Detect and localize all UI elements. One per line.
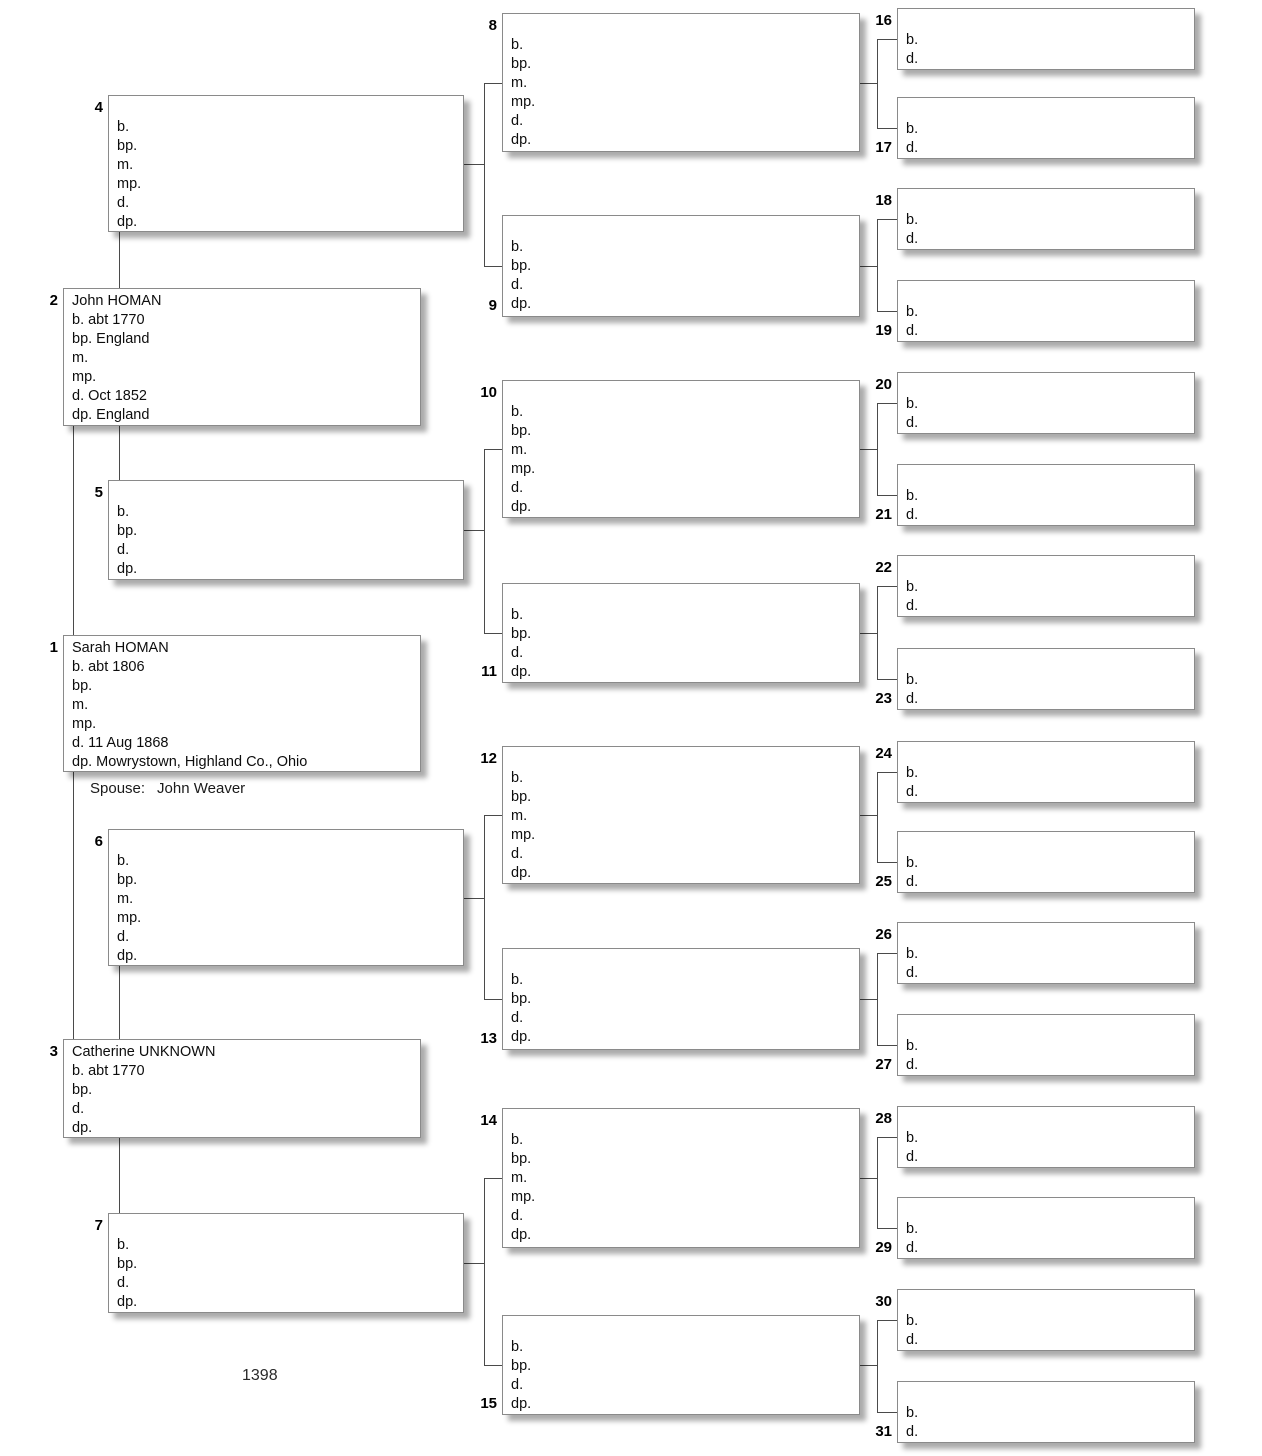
connector-line	[484, 449, 485, 633]
page-number: 1398	[242, 1367, 278, 1384]
field-line: d.	[906, 507, 919, 523]
field-line: bp.	[117, 523, 138, 539]
field-line: dp.	[511, 132, 532, 148]
person-name-15	[511, 1319, 851, 1338]
field-line: m.	[72, 350, 89, 366]
field-line: b.	[511, 1339, 524, 1355]
field-line: b.	[906, 765, 919, 781]
field-line: mp.	[511, 827, 536, 843]
person-box-22	[897, 555, 1195, 617]
field-line: bp.	[511, 626, 532, 642]
field-line: b.	[906, 1038, 919, 1054]
field-line: d. 11 Aug 1868	[72, 735, 169, 751]
connector-line	[484, 633, 502, 634]
field-line: d.	[906, 1057, 919, 1073]
field-line: d.	[906, 874, 919, 890]
field-line: d.	[511, 1377, 524, 1393]
person-name-6	[117, 833, 455, 852]
person-box-21	[897, 464, 1195, 526]
person-box-10	[502, 380, 860, 518]
field-line: d.	[511, 277, 524, 293]
field-line: d.	[511, 113, 524, 129]
field-line: b.	[906, 121, 919, 137]
field-line: d.	[906, 415, 919, 431]
connector-line	[860, 999, 877, 1000]
field-line: d.	[906, 323, 919, 339]
field-line: m.	[511, 1170, 528, 1186]
connector-line	[119, 232, 120, 288]
person-box-12	[502, 746, 860, 884]
person-name-24	[906, 745, 1186, 764]
field-line: b. abt 1770	[72, 1063, 145, 1079]
connector-line	[877, 1320, 878, 1412]
connector-line	[860, 1365, 877, 1366]
field-line: d.	[117, 929, 130, 945]
connector-line	[877, 39, 897, 40]
field-line: b.	[906, 672, 919, 688]
field-line: d.	[511, 645, 524, 661]
field-line: b.	[117, 119, 130, 135]
person-name-10	[511, 384, 851, 403]
connector-line	[877, 586, 878, 679]
person-name-12	[511, 750, 851, 769]
field-line: d.	[906, 691, 919, 707]
field-line: bp.	[117, 872, 138, 888]
field-line: m.	[117, 891, 134, 907]
person-name-25	[906, 835, 1186, 854]
field-line: bp.	[117, 138, 138, 154]
person-name-18	[906, 192, 1186, 211]
field-line: mp.	[72, 369, 97, 385]
person-box-20	[897, 372, 1195, 434]
field-line: d.	[906, 784, 919, 800]
person-name-5	[117, 484, 455, 503]
box-number-16: 16	[875, 12, 892, 29]
connector-line	[484, 1178, 485, 1365]
box-number-30: 30	[875, 1293, 892, 1310]
connector-line	[860, 449, 877, 450]
field-line: dp.	[511, 664, 532, 680]
field-line: m.	[511, 442, 528, 458]
field-line: bp.	[511, 1151, 532, 1167]
field-line: mp.	[511, 461, 536, 477]
field-line: dp. England	[72, 407, 150, 423]
connector-line	[877, 679, 897, 680]
field-line: mp.	[511, 94, 536, 110]
person-box-27	[897, 1014, 1195, 1076]
person-box-28	[897, 1106, 1195, 1168]
person-name-20	[906, 376, 1186, 395]
person-box-2	[63, 288, 421, 426]
connector-line	[119, 1138, 120, 1213]
person-name-7	[117, 1217, 455, 1236]
person-name-1: Sarah HOMAN	[72, 640, 169, 656]
box-number-10: 10	[480, 384, 497, 401]
field-line: d.	[906, 51, 919, 67]
field-line: dp.	[511, 1396, 532, 1412]
field-line: d.	[906, 1424, 919, 1440]
person-box-3	[63, 1039, 421, 1138]
person-name-13	[511, 952, 851, 971]
connector-line	[877, 1045, 897, 1046]
person-box-15	[502, 1315, 860, 1415]
field-line: d.	[511, 1208, 524, 1224]
box-number-29: 29	[875, 1239, 892, 1256]
box-number-7: 7	[94, 1217, 103, 1234]
connector-line	[860, 633, 877, 634]
field-line: b.	[117, 1237, 130, 1253]
box-number-6: 6	[94, 833, 103, 850]
field-line: m.	[511, 75, 528, 91]
person-box-23	[897, 648, 1195, 710]
field-line: bp.	[117, 1256, 138, 1272]
field-line: mp.	[511, 1189, 536, 1205]
field-line: b.	[906, 396, 919, 412]
person-box-29	[897, 1197, 1195, 1259]
person-box-18	[897, 188, 1195, 250]
box-number-15: 15	[480, 1395, 497, 1412]
field-line: dp.	[72, 1120, 93, 1136]
connector-line	[484, 999, 502, 1000]
person-name-31	[906, 1385, 1186, 1404]
connector-line	[877, 772, 878, 862]
connector-line	[877, 1412, 897, 1413]
field-line: b.	[906, 855, 919, 871]
person-box-19	[897, 280, 1195, 342]
field-line: bp.	[511, 258, 532, 274]
box-number-21: 21	[875, 506, 892, 523]
field-line: d.	[117, 195, 130, 211]
box-number-19: 19	[875, 322, 892, 339]
person-name-28	[906, 1110, 1186, 1129]
person-box-6	[108, 829, 464, 966]
person-name-17	[906, 101, 1186, 120]
box-number-24: 24	[875, 745, 892, 762]
field-line: b.	[117, 504, 130, 520]
connector-line	[73, 426, 74, 635]
connector-line	[484, 815, 502, 816]
connector-line	[877, 219, 897, 220]
person-box-9	[502, 215, 860, 317]
box-number-20: 20	[875, 376, 892, 393]
connector-line	[119, 966, 120, 1039]
box-number-31: 31	[875, 1423, 892, 1440]
box-number-18: 18	[875, 192, 892, 209]
person-box-17	[897, 97, 1195, 159]
box-number-3: 3	[49, 1043, 58, 1060]
box-number-11: 11	[481, 663, 497, 680]
person-box-13	[502, 948, 860, 1050]
connector-line	[119, 426, 120, 480]
person-name-26	[906, 926, 1186, 945]
field-line: d.	[117, 542, 130, 558]
field-line: d.	[906, 1240, 919, 1256]
field-line: d.	[906, 598, 919, 614]
connector-line	[877, 953, 878, 1045]
connector-line	[484, 1178, 502, 1179]
field-line: b.	[511, 972, 524, 988]
connector-line	[484, 815, 485, 999]
box-number-4: 4	[94, 99, 103, 116]
connector-line	[877, 1228, 897, 1229]
field-line: dp.	[117, 214, 138, 230]
field-line: bp.	[511, 789, 532, 805]
field-line: b.	[511, 239, 524, 255]
connector-line	[464, 164, 484, 165]
person-name-21	[906, 468, 1186, 487]
box-number-17: 17	[875, 139, 892, 156]
connector-line	[877, 586, 897, 587]
field-line: bp.	[72, 678, 93, 694]
person-box-24	[897, 741, 1195, 803]
connector-line	[484, 266, 502, 267]
connector-line	[464, 1263, 484, 1264]
person-name-14	[511, 1112, 851, 1131]
field-line: d.	[511, 846, 524, 862]
field-line: b.	[906, 304, 919, 320]
spouse-label: Spouse:	[90, 780, 146, 797]
connector-line	[877, 219, 878, 311]
field-line: d.	[72, 1101, 85, 1117]
field-line: b.	[906, 32, 919, 48]
box-number-23: 23	[875, 690, 892, 707]
field-line: dp.	[511, 296, 532, 312]
person-name-27	[906, 1018, 1186, 1037]
field-line: b.	[511, 404, 524, 420]
connector-line	[877, 862, 897, 863]
person-box-7	[108, 1213, 464, 1313]
box-number-26: 26	[875, 926, 892, 943]
person-name-19	[906, 284, 1186, 303]
connector-line	[484, 83, 485, 266]
field-line: bp.	[511, 423, 532, 439]
person-box-26	[897, 922, 1195, 984]
box-number-27: 27	[875, 1056, 892, 1073]
field-line: m.	[511, 808, 528, 824]
person-name-29	[906, 1201, 1186, 1220]
field-line: b.	[906, 1313, 919, 1329]
field-line: b.	[906, 579, 919, 595]
connector-line	[860, 815, 877, 816]
box-number-8: 8	[488, 17, 497, 34]
field-line: d.	[117, 1275, 130, 1291]
connector-line	[877, 39, 878, 128]
box-number-12: 12	[480, 750, 497, 767]
field-line: b.	[117, 853, 130, 869]
field-line: dp.	[511, 499, 532, 515]
box-number-13: 13	[480, 1030, 497, 1047]
field-line: mp.	[72, 716, 97, 732]
connector-line	[877, 772, 897, 773]
field-line: dp.	[511, 865, 532, 881]
field-line: b.	[906, 946, 919, 962]
field-line: b. abt 1770	[72, 312, 145, 328]
field-line: d. Oct 1852	[72, 388, 147, 404]
field-line: bp.	[511, 1358, 532, 1374]
field-line: dp.	[117, 1294, 138, 1310]
person-box-11	[502, 583, 860, 683]
connector-line	[877, 311, 897, 312]
field-line: b. abt 1806	[72, 659, 145, 675]
person-box-25	[897, 831, 1195, 893]
field-line: m.	[117, 157, 134, 173]
field-line: d.	[906, 965, 919, 981]
field-line: bp.	[511, 991, 532, 1007]
field-line: dp.	[117, 948, 138, 964]
person-name-3: Catherine UNKNOWN	[72, 1044, 216, 1060]
connector-line	[877, 953, 897, 954]
person-name-30	[906, 1293, 1186, 1312]
connector-line	[877, 403, 878, 495]
field-line: dp.	[511, 1227, 532, 1243]
field-line: dp.	[511, 1029, 532, 1045]
field-line: dp. Mowrystown, Highland Co., Ohio	[72, 754, 308, 770]
box-number-14: 14	[480, 1112, 497, 1129]
field-line: bp. England	[72, 331, 150, 347]
person-name-11	[511, 587, 851, 606]
connector-line	[484, 449, 502, 450]
connector-line	[877, 495, 897, 496]
box-number-5: 5	[94, 484, 103, 501]
connector-line	[484, 1365, 502, 1366]
person-name-22	[906, 559, 1186, 578]
field-line: bp.	[72, 1082, 93, 1098]
field-line: b.	[906, 1130, 919, 1146]
spouse-line	[90, 779, 245, 798]
field-line: d.	[511, 480, 524, 496]
field-line: b.	[511, 37, 524, 53]
field-line: mp.	[117, 176, 142, 192]
connector-line	[877, 1137, 897, 1138]
field-line: d.	[906, 1332, 919, 1348]
field-line: b.	[906, 212, 919, 228]
field-line: mp.	[117, 910, 142, 926]
box-number-28: 28	[875, 1110, 892, 1127]
person-box-1	[63, 635, 421, 772]
connector-line	[860, 83, 877, 84]
person-name-23	[906, 652, 1186, 671]
person-name-4	[117, 99, 455, 118]
connector-line	[877, 128, 897, 129]
person-box-30	[897, 1289, 1195, 1351]
box-number-2: 2	[49, 292, 58, 309]
connector-line	[877, 1137, 878, 1228]
field-line: d.	[906, 231, 919, 247]
field-line: d.	[906, 140, 919, 156]
box-number-9: 9	[488, 297, 497, 314]
connector-line	[860, 1178, 877, 1179]
field-line: bp.	[511, 56, 532, 72]
person-box-5	[108, 480, 464, 580]
connector-line	[464, 530, 484, 531]
field-line: b.	[906, 488, 919, 504]
field-line: d.	[511, 1010, 524, 1026]
connector-line	[877, 1320, 897, 1321]
field-line: m.	[72, 697, 89, 713]
field-line: b.	[511, 607, 524, 623]
box-number-1: 1	[49, 639, 58, 656]
person-box-31	[897, 1381, 1195, 1443]
box-number-25: 25	[875, 873, 892, 890]
field-line: d.	[906, 1149, 919, 1165]
connector-line	[860, 266, 877, 267]
field-line: b.	[511, 1132, 524, 1148]
field-line: b.	[906, 1221, 919, 1237]
field-line: b.	[511, 770, 524, 786]
person-name-16	[906, 12, 1186, 31]
person-box-8	[502, 13, 860, 152]
connector-line	[877, 403, 897, 404]
person-box-16	[897, 8, 1195, 70]
person-name-9	[511, 219, 851, 238]
box-number-22: 22	[875, 559, 892, 576]
person-name-8	[511, 17, 851, 36]
person-box-14	[502, 1108, 860, 1248]
person-box-4	[108, 95, 464, 232]
connector-line	[464, 898, 484, 899]
connector-line	[484, 83, 502, 84]
spouse-name: John Weaver	[157, 780, 246, 797]
field-line: b.	[906, 1405, 919, 1421]
field-line: dp.	[117, 561, 138, 577]
person-name-2: John HOMAN	[72, 293, 162, 309]
connector-line	[73, 772, 74, 1039]
